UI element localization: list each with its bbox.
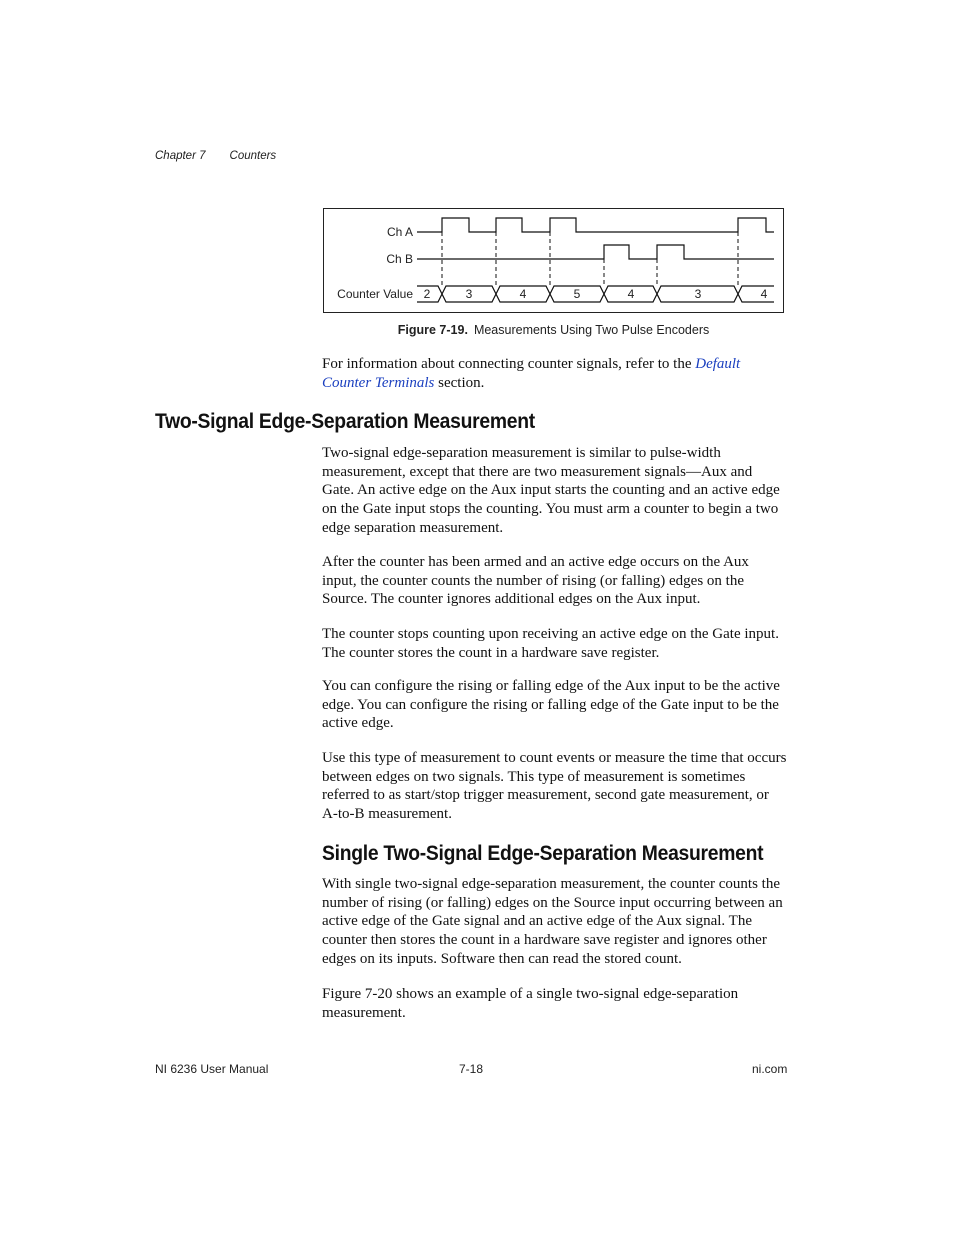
counter-value: 2 <box>423 287 431 301</box>
ch-b-label: Ch B <box>386 252 413 266</box>
timing-diagram <box>324 209 785 314</box>
body-paragraph: Figure 7-20 shows an example of a single two-signal edge-separation measurement. <box>322 986 739 1021</box>
counter-value: 3 <box>694 287 702 301</box>
counter-value: 4 <box>627 287 635 301</box>
counter-value-label: Counter Value <box>337 287 413 301</box>
body-paragraph: Use this type of measurement to count events or measure the time that occurs between edges on two signals. This type of measurement is sometimes referred to as start/stop trigger measurement, second gate measurement, or A-to-B measurement. <box>322 750 787 823</box>
counter-values <box>424 287 768 301</box>
subsection-heading: Single Two-Signal Edge-Separation Measurement <box>322 842 764 865</box>
footer-website: ni.com <box>752 1062 788 1076</box>
body-paragraph: You can configure the rising or falling edge of the Aux input to be the active edge. You can configure the rising or falling edge of the Gate input to be the active edge. <box>322 678 780 732</box>
body-paragraph: Two-signal edge-separation measurement is similar to pulse-width measurement, except that there are two measurement signals—Aux and Gate. An active edge on the Aux input starts the counting and an active edge on the Gate input stops the counting. You must arm a counter to begin a two edge separation measurement. <box>322 445 780 536</box>
chapter-label: Chapter 7 <box>155 150 206 162</box>
figure-number: Figure 7-19. <box>397 323 468 337</box>
counter-value: 5 <box>573 287 581 301</box>
ch-a-label: Ch A <box>386 225 413 239</box>
chapter-title: Counters <box>229 150 277 162</box>
footer-manual-title: NI 6236 User Manual <box>155 1062 269 1076</box>
counter-value: 4 <box>519 287 527 301</box>
default-counter-terminals-link[interactable]: Default Counter Terminals <box>322 356 741 391</box>
body-paragraph: With single two-signal edge-separation measurement, the counter counts the number of rising (or falling) edges on the Source input occurring between an active edge of the Gate signal and an active edge of the Aux signal. The counter then stores the count in a hardware save register and ignores other edges on its inputs. Software then can read the stored count. <box>322 876 783 967</box>
intro-text-after: section. <box>434 374 485 391</box>
footer-page-number: 7-18 <box>459 1062 484 1076</box>
figure-caption <box>323 323 784 337</box>
ch-a-waveform <box>417 218 774 232</box>
intro-text-before: For information about connecting counter signals, refer to the <box>322 356 696 372</box>
timing-diagram-figure <box>323 208 784 313</box>
section-heading: Two-Signal Edge-Separation Measurement <box>155 410 535 433</box>
intro-paragraph <box>322 355 787 392</box>
figure-title: Measurements Using Two Pulse Encoders <box>473 323 710 337</box>
counter-value: 3 <box>465 287 473 301</box>
edge-markers <box>442 218 738 286</box>
body-paragraph: The counter stops counting upon receiving an active edge on the Gate input. The counter stores the count in a hardware save register. <box>322 626 779 661</box>
counter-value: 4 <box>760 287 768 301</box>
running-header <box>155 150 276 162</box>
body-paragraph: After the counter has been armed and an active edge occurs on the Aux input, the counter counts the number of rising (or falling) edges on the Source. The counter ignores additional edges on the Aux input. <box>322 554 749 608</box>
ch-b-waveform <box>417 245 774 259</box>
